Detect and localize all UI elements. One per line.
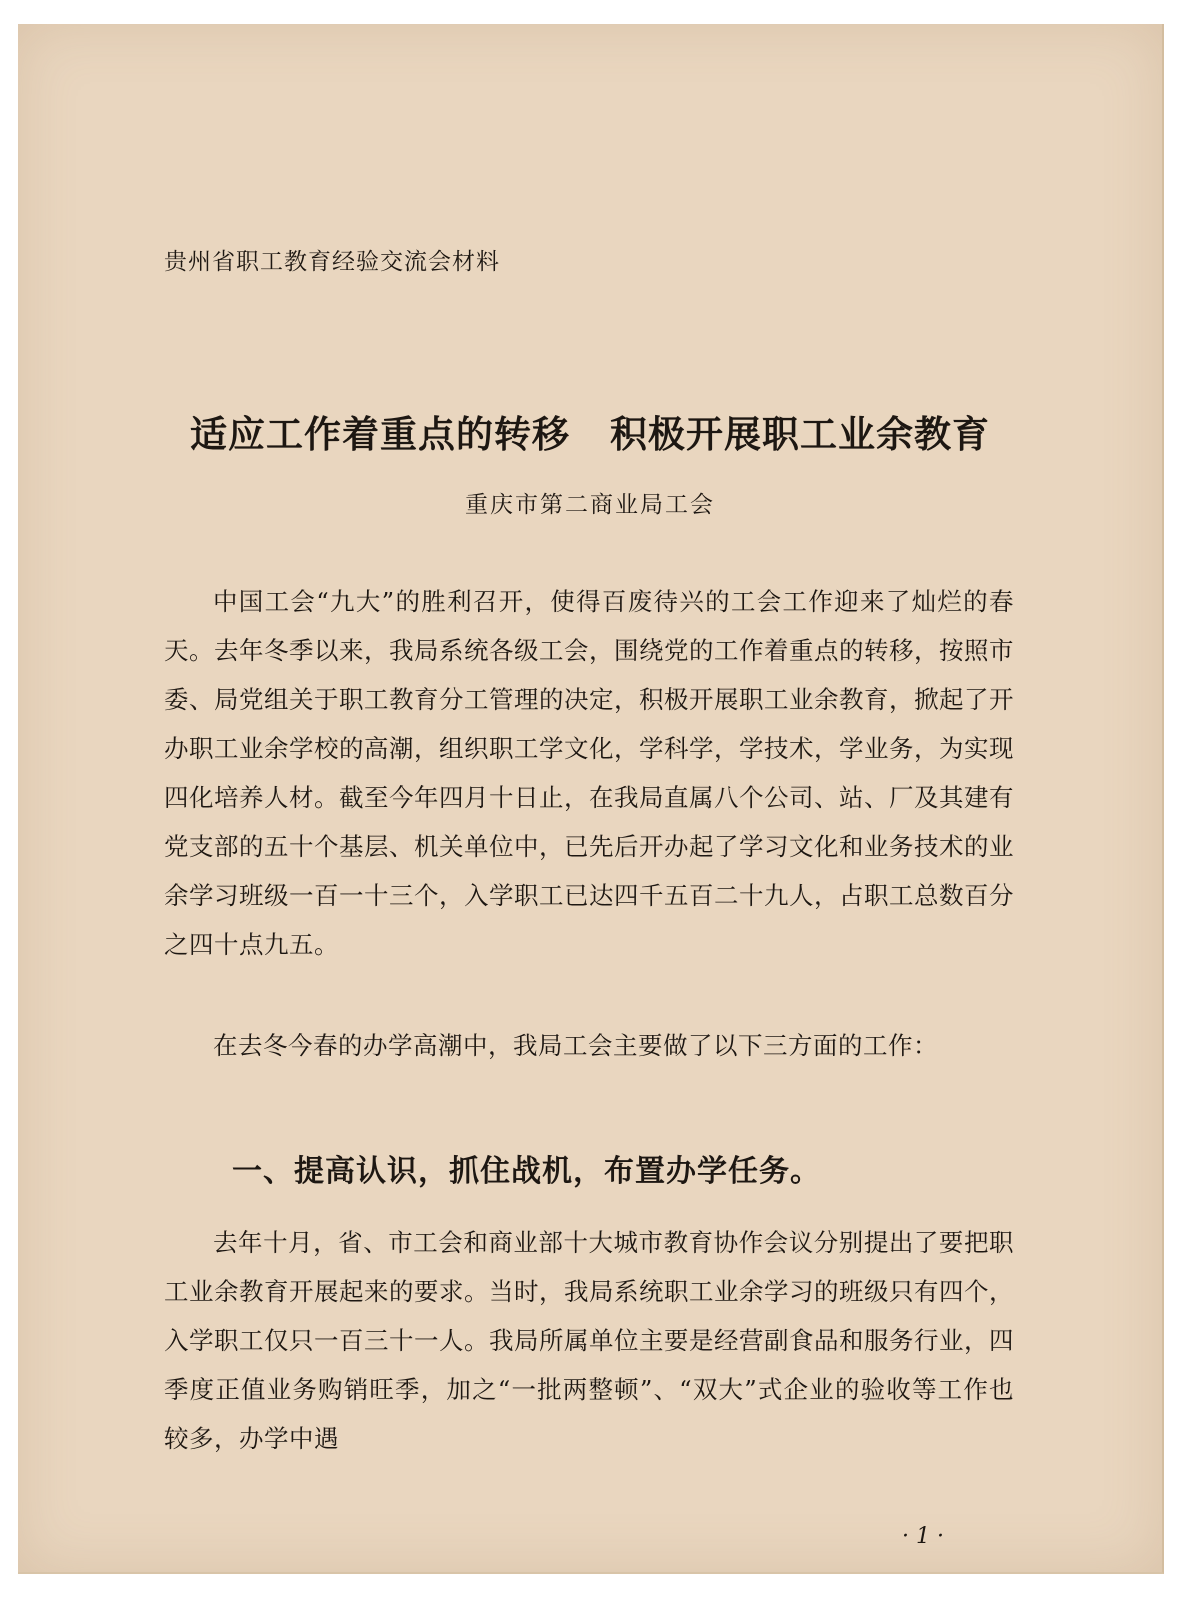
header-note: 贵州省职工教育经验交流会材料 [164, 249, 500, 275]
title-part-2: 积极开展职工业余教育 [610, 412, 990, 456]
paragraph-3: 去年十月，省、市工会和商业部十大城市教育协作会议分别提出了要把职工业余教育开展起来的要求。当时，我局系统职工业余学习的班级只有四个，入学职工仅只一百三十一人。我局所属单位主要是经营副食品和服务行业，四季度正值业务购销旺季，加之“一批两整顿”、“双大”式企业的验收等工作也较多，办学中遇 [164, 1228, 1014, 1453]
title-part-1: 适应工作着重点的转移 [190, 412, 570, 456]
paragraph-1: 中国工会“九大”的胜利召开，使得百废待兴的工会工作迎来了灿烂的春天。去年冬季以来，我局系统各级工会，围绕党的工作着重点的转移，按照市委、局党组关于职工教育分工管理的决定，积极开展职工业余教育，掀起了开办职工业余学校的高潮，组织职工学文化，学科学，学技术，学业务，为实现四化培养人材。截至今年四月十日止，在我局直属八个公司、站、厂及其建有党支部的五十个基层、机关单位中，已先后开办起了学习文化和业务技术的业余学习班级一百一十三个，入学职工已达四千五百二十九人，占职工总数百分之四十点九五。 [164, 587, 1014, 959]
section-heading: 一、提高认识，抓住战机，布置办学任务。 [232, 1154, 821, 1189]
author-line: 重庆市第二商业局工会 [465, 492, 715, 518]
page-number: · 1 · [902, 1524, 944, 1549]
page-title [18, 404, 1162, 458]
document-page [18, 24, 1164, 1574]
paragraph-2: 在去冬今春的办学高潮中，我局工会主要做了以下三方面的工作： [213, 1031, 938, 1060]
